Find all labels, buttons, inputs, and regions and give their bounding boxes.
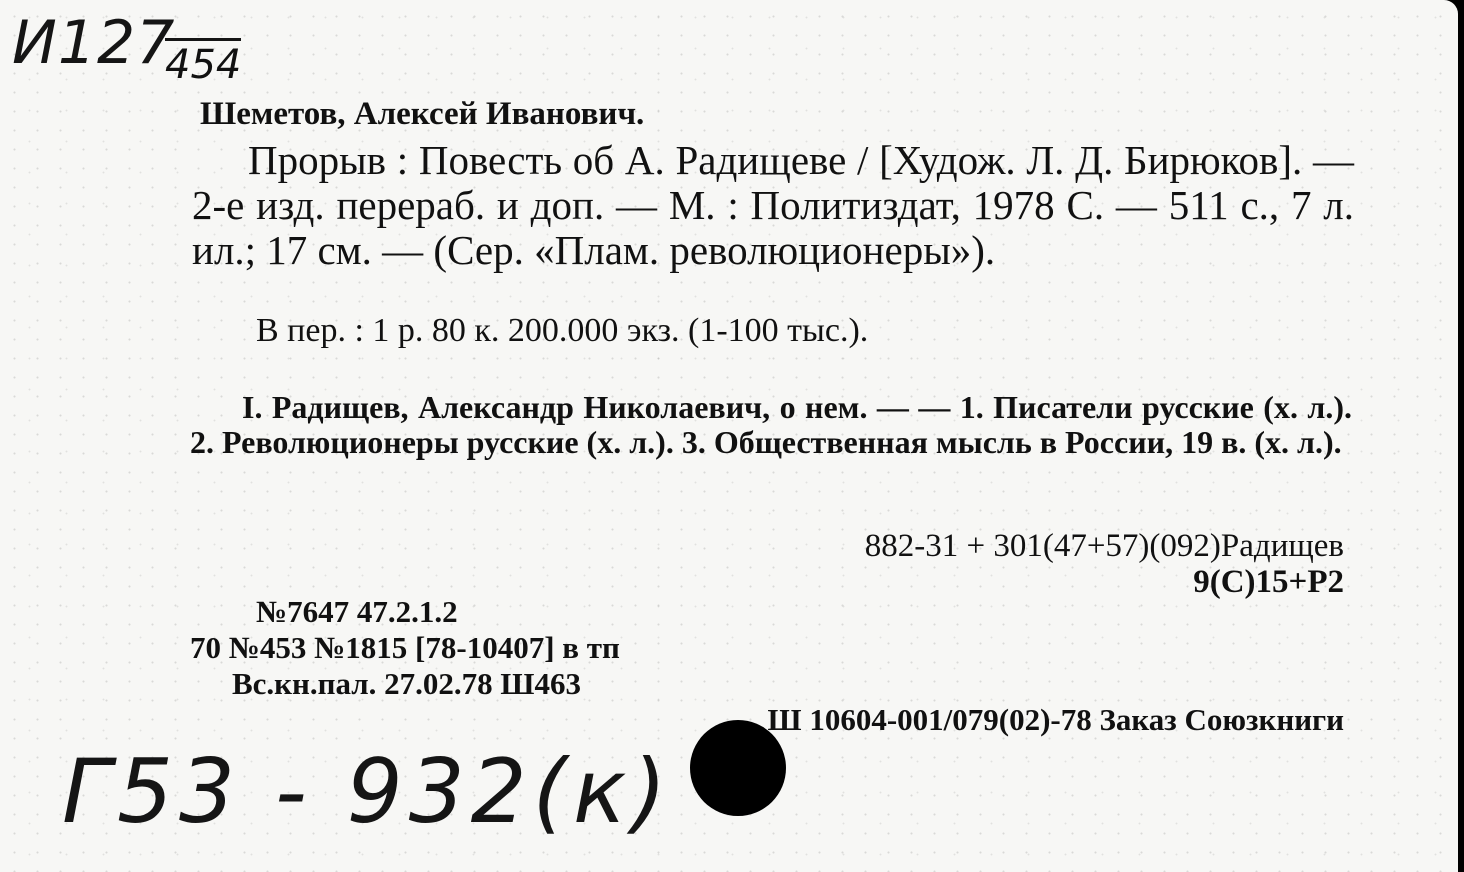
order-line: Ш 10604-001/079(02)-78 Заказ Союзкниги (767, 702, 1344, 737)
subject-headings: I. Радищев, Александр Николаевич, о нем. — — 1. Писатели русские (х. л.). 2. Революционеры русские (х. л.). 3. Общественная мысль в России, 19 в. (х. л.). (190, 389, 1352, 460)
reference-line-2: 70 №453 №1815 [78-10407] в тп (190, 630, 620, 665)
handwritten-call-number: И127 (12, 8, 176, 78)
handwritten-call-number-sup: 454 (165, 38, 241, 87)
reference-line-3: Вс.кн.пал. 27.02.78 Ш463 (232, 666, 581, 701)
punch-hole (690, 720, 786, 816)
classification-udc: 882-31 + 301(47+57)(092)Радищев (864, 528, 1344, 564)
bibliographic-description: Прорыв : Повесть об А. Радищеве / [Худож. Л. Д. Бирюков]. — 2-е изд. перераб. и доп. — М. : Политиздат, 1978 С. — 511 с., 7 л. ил.; 17 см. — (Сер. «Плам. революционеры»). (192, 137, 1354, 273)
author-heading: Шеметов, Алексей Иванович. (200, 96, 645, 132)
price-line: В пер. : 1 р. 80 к. 200.000 экз. (1-100 тыс.). (256, 312, 869, 349)
handwritten-inventory-number: Г53 - 932(к) (62, 740, 673, 843)
reference-line-1: №7647 47.2.1.2 (256, 594, 458, 629)
classification-bbk: 9(С)15+Р2 (1193, 564, 1344, 600)
